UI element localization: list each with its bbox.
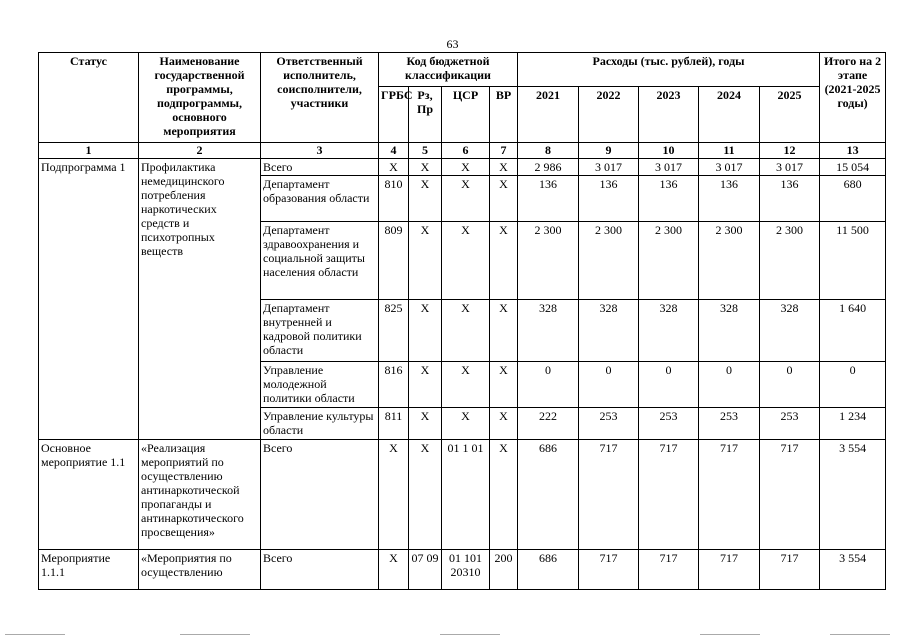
amount-2022: 717 <box>579 440 639 550</box>
executor-cell: Департамент внутренней и кадровой политики области <box>261 300 379 362</box>
amount-2021: 222 <box>518 408 579 440</box>
amount-total: 1 640 <box>820 300 886 362</box>
amount-2024: 717 <box>699 550 760 590</box>
column-index: 7 <box>490 143 518 159</box>
column-index: 13 <box>820 143 886 159</box>
csr-cell: Х <box>442 176 490 222</box>
amount-total: 15 054 <box>820 159 886 176</box>
amount-2022: 717 <box>579 550 639 590</box>
rzpr-cell: Х <box>409 222 442 300</box>
vr-cell: Х <box>490 159 518 176</box>
amount-2021: 0 <box>518 362 579 408</box>
vr-cell: Х <box>490 408 518 440</box>
vr-cell: Х <box>490 440 518 550</box>
amount-2024: 2 300 <box>699 222 760 300</box>
csr-cell: Х <box>442 159 490 176</box>
csr-cell: Х <box>442 222 490 300</box>
amount-2023: 253 <box>639 408 699 440</box>
csr-cell: Х <box>442 362 490 408</box>
amount-2021: 2 300 <box>518 222 579 300</box>
amount-2021: 2 986 <box>518 159 579 176</box>
amount-2025: 136 <box>760 176 820 222</box>
grbs-cell: Х <box>379 550 409 590</box>
column-index-row <box>39 143 886 159</box>
csr-cell: 01 1 01 <box>442 440 490 550</box>
header-executor: Ответственный исполнитель, соисполнители, участники <box>261 53 379 143</box>
header-name: Наименование государственной программы, подпрограммы, основного мероприятия <box>139 53 261 143</box>
amount-2023: 717 <box>639 440 699 550</box>
amount-2025: 717 <box>760 440 820 550</box>
header-total: Итого на 2 этапе (2021-2025 годы) <box>820 53 886 143</box>
header-status: Статус <box>39 53 139 143</box>
amount-2022: 253 <box>579 408 639 440</box>
column-index: 10 <box>639 143 699 159</box>
amount-2023: 136 <box>639 176 699 222</box>
executor-cell: Всего <box>261 440 379 550</box>
amount-total: 680 <box>820 176 886 222</box>
column-index: 11 <box>699 143 760 159</box>
rzpr-cell: Х <box>409 159 442 176</box>
csr-cell: Х <box>442 300 490 362</box>
amount-2023: 0 <box>639 362 699 408</box>
amount-2025: 328 <box>760 300 820 362</box>
name-cell: «Мероприятия по осуществлению <box>139 550 261 590</box>
rzpr-cell: 07 09 <box>409 550 442 590</box>
header-row-1 <box>39 53 886 87</box>
amount-2023: 3 017 <box>639 159 699 176</box>
amount-total: 3 554 <box>820 550 886 590</box>
amount-total: 3 554 <box>820 440 886 550</box>
amount-2025: 253 <box>760 408 820 440</box>
grbs-cell: Х <box>379 159 409 176</box>
executor-cell: Управление культуры области <box>261 408 379 440</box>
amount-2023: 328 <box>639 300 699 362</box>
column-index: 3 <box>261 143 379 159</box>
header-vr: ВР <box>490 87 518 143</box>
amount-2021: 686 <box>518 440 579 550</box>
amount-total: 0 <box>820 362 886 408</box>
header-expenses: Расходы (тыс. рублей), годы <box>518 53 820 87</box>
rzpr-cell: Х <box>409 362 442 408</box>
header-year-2025: 2025 <box>760 87 820 143</box>
amount-2023: 2 300 <box>639 222 699 300</box>
column-index: 8 <box>518 143 579 159</box>
rzpr-cell: Х <box>409 300 442 362</box>
executor-cell: Департамент образования области <box>261 176 379 222</box>
header-year-2022: 2022 <box>579 87 639 143</box>
amount-2022: 2 300 <box>579 222 639 300</box>
name-cell: Профилактика немедицинского потребления наркотических средств и психотропных веществ <box>139 159 261 440</box>
status-cell: Подпрограмма 1 <box>39 159 139 440</box>
grbs-cell: Х <box>379 440 409 550</box>
amount-2024: 3 017 <box>699 159 760 176</box>
amount-2022: 3 017 <box>579 159 639 176</box>
amount-2024: 253 <box>699 408 760 440</box>
status-cell: Основное мероприятие 1.1 <box>39 440 139 550</box>
vr-cell: Х <box>490 300 518 362</box>
amount-2025: 717 <box>760 550 820 590</box>
amount-2025: 2 300 <box>760 222 820 300</box>
column-index: 5 <box>409 143 442 159</box>
table-row <box>39 440 886 550</box>
grbs-cell: 816 <box>379 362 409 408</box>
csr-cell: Х <box>442 408 490 440</box>
amount-2021: 136 <box>518 176 579 222</box>
grbs-cell: 825 <box>379 300 409 362</box>
amount-2024: 136 <box>699 176 760 222</box>
column-index: 2 <box>139 143 261 159</box>
scan-edge <box>0 630 905 640</box>
amount-2024: 0 <box>699 362 760 408</box>
header-csr: ЦСР <box>442 87 490 143</box>
amount-2022: 136 <box>579 176 639 222</box>
column-index: 1 <box>39 143 139 159</box>
status-cell: Мероприятие 1.1.1 <box>39 550 139 590</box>
table-row <box>39 550 886 590</box>
grbs-cell: 809 <box>379 222 409 300</box>
column-index: 6 <box>442 143 490 159</box>
vr-cell: 200 <box>490 550 518 590</box>
header-rzpr: Рз, Пр <box>409 87 442 143</box>
header-year-2021: 2021 <box>518 87 579 143</box>
amount-2022: 328 <box>579 300 639 362</box>
executor-cell: Всего <box>261 159 379 176</box>
amount-2025: 3 017 <box>760 159 820 176</box>
header-year-2024: 2024 <box>699 87 760 143</box>
page-number: 63 <box>446 37 459 51</box>
amount-2024: 328 <box>699 300 760 362</box>
executor-cell: Департамент здравоохранения и социальной защиты населения области <box>261 222 379 300</box>
amount-total: 11 500 <box>820 222 886 300</box>
column-index: 9 <box>579 143 639 159</box>
rzpr-cell: Х <box>409 440 442 550</box>
column-index: 12 <box>760 143 820 159</box>
amount-total: 1 234 <box>820 408 886 440</box>
amount-2023: 717 <box>639 550 699 590</box>
vr-cell: Х <box>490 222 518 300</box>
vr-cell: Х <box>490 362 518 408</box>
header-budget-code: Код бюджетной классификации <box>379 53 518 87</box>
budget-table <box>38 52 886 590</box>
executor-cell: Управление молодежной политики области <box>261 362 379 408</box>
rzpr-cell: Х <box>409 408 442 440</box>
name-cell: «Реализация мероприятий по осуществлению антинаркотической пропаганды и антинаркотического просвещения» <box>139 440 261 550</box>
column-index: 4 <box>379 143 409 159</box>
header-year-2023: 2023 <box>639 87 699 143</box>
csr-cell: 01 101 20310 <box>442 550 490 590</box>
executor-cell: Всего <box>261 550 379 590</box>
rzpr-cell: Х <box>409 176 442 222</box>
table-row <box>39 159 886 176</box>
header-grbs: ГРБС <box>379 87 409 143</box>
amount-2021: 328 <box>518 300 579 362</box>
amount-2024: 717 <box>699 440 760 550</box>
vr-cell: Х <box>490 176 518 222</box>
amount-2021: 686 <box>518 550 579 590</box>
amount-2022: 0 <box>579 362 639 408</box>
amount-2025: 0 <box>760 362 820 408</box>
grbs-cell: 810 <box>379 176 409 222</box>
grbs-cell: 811 <box>379 408 409 440</box>
